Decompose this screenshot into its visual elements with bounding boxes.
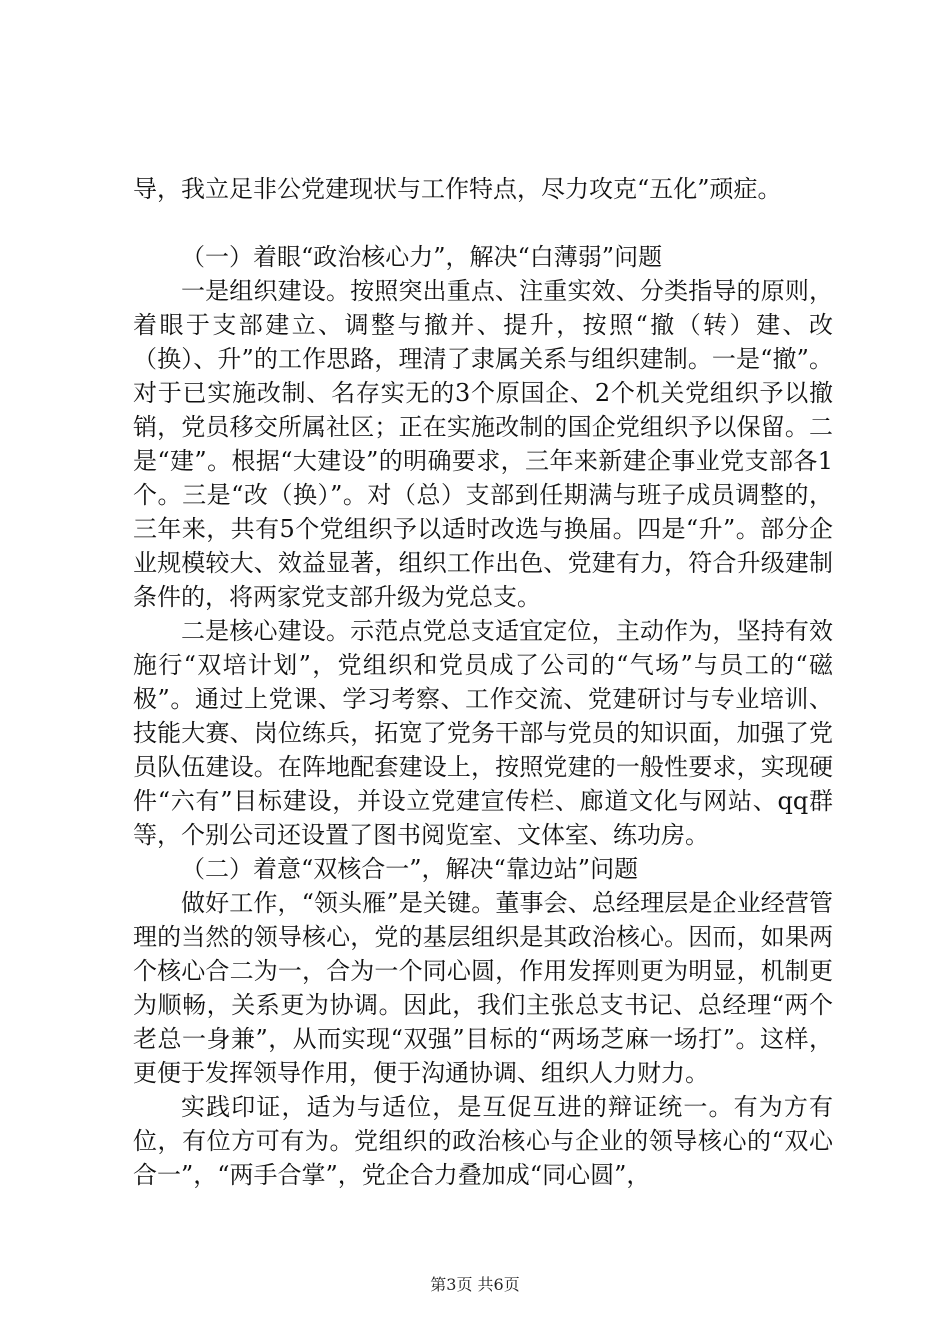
- paragraph-core-building: 二是核心建设。示范点党总支适宜定位，主动作为，坚持有效施行“双培计划”，党组织和党员成了公司的“气场”与员工的“磁极”。通过上党课、学习考察、工作交流、党建研讨与专业培训、技能大赛、岗位练兵，拓宽了党务干部与党员的知识面，加强了党员队伍建设。在阵地配套建设上，按照党建的一般性要求，实现硬件“六有”目标建设，并设立党建宣传栏、廊道文化与网站、qq群等，个别公司还设置了图书阅览室、文体室、练功房。: [133, 617, 833, 849]
- section-heading-2: （二）着意“双核合一”，解决“靠边站”问题: [181, 855, 639, 883]
- paragraph-organization-building: 一是组织建设。按照突出重点、注重实效、分类指导的原则，着眼于支部建立、调整与撤并、提升，按照“撤（转）建、改（换）、升”的工作思路，理清了隶属关系与组织建制。一是“撤”。对于已实施改制、名存实无的3个原国企、2个机关党组织予以撤销，党员移交所属社区；正在实施改制的国企党组织予以保留。二是“建”。根据“大建设”的明确要求，三年来新建企事业党支部各1个。三是“改（换）”。对（总）支部到任期满与班子成员调整的，三年来，共有5个党组织予以适时改选与换届。四是“升”。部分企业规模较大、效益显著，组织工作出色、党建有力，符合升级建制条件的，将两家党支部升级为党总支。: [133, 277, 833, 611]
- paragraph-practice: 实践印证，适为与适位，是互促互进的辩证统一。有为方有位，有位方可有为。党组织的政治核心与企业的领导核心的“双心合一”，“两手合掌”，党企合力叠加成“同心圆”，: [133, 1093, 833, 1189]
- page-number-footer: 第3页 共6页: [430, 1275, 520, 1294]
- paragraph-continuation: 导，我立足非公党建现状与工作特点，尽力攻克“五化”顽症。: [133, 175, 782, 203]
- section-heading-1: （一）着眼“政治核心力”，解决“白薄弱”问题: [181, 243, 663, 271]
- paragraph-leadership: 做好工作，“领头雁”是关键。董事会、总经理层是企业经营管理的当然的领导核心，党的基层组织是其政治核心。因而，如果两个核心合二为一，合为一个同心圆，作用发挥则更为明显，机制更为顺畅，关系更为协调。因此，我们主张总支书记、总经理“两个老总一身兼”，从而实现“双强”目标的“两场芝麻一场打”。这样，更便于发挥领导作用，便于沟通协调、组织人力财力。: [133, 889, 833, 1087]
- document-body: [133, 172, 833, 1192]
